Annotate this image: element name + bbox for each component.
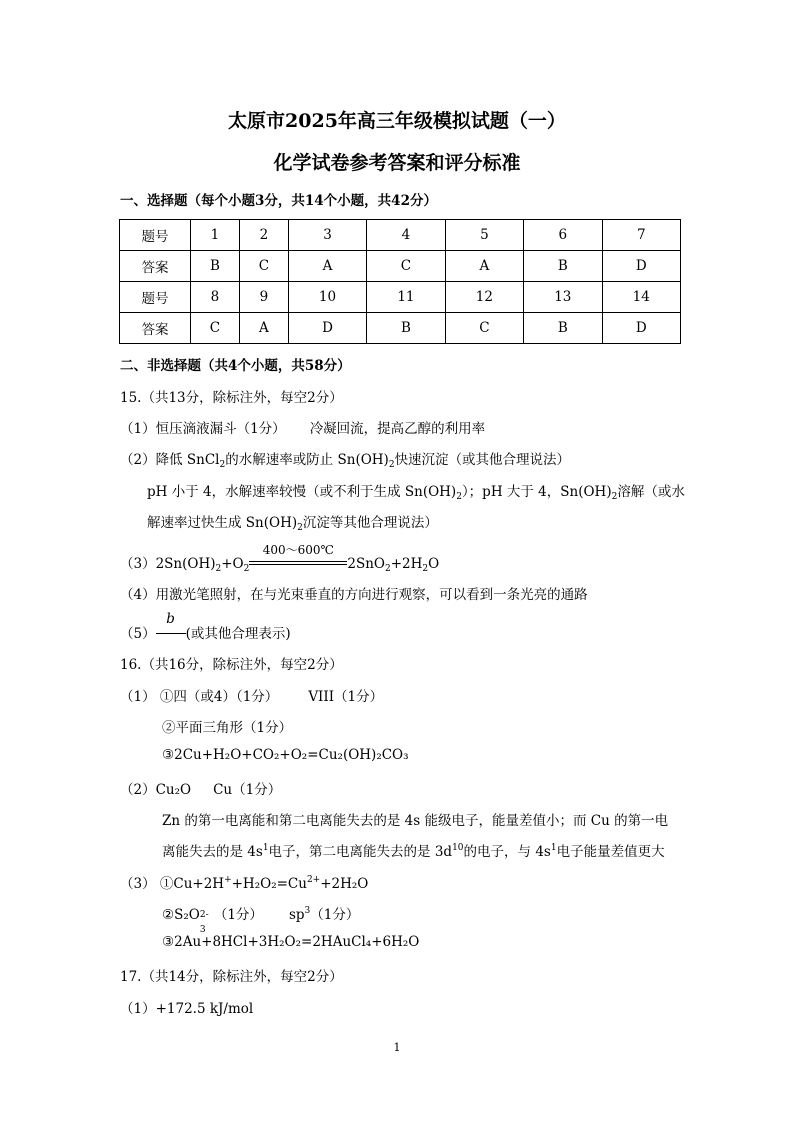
q15-answer-4: （4）用激光笔照射，在与光束垂直的方向进行观察，可以看到一条光亮的通路: [120, 587, 588, 603]
reaction-arrow: [249, 561, 347, 565]
exam-subtitle: 化学试卷参考答案和评分标准: [273, 152, 521, 174]
q17-answer-1: （1）+172.5 kJ/mol: [120, 1001, 254, 1017]
table-row: 题号 8 9 10 11 12 13 14: [120, 282, 681, 313]
q17-header: 17.（共14分，除标注外，每空2分）: [120, 969, 343, 985]
q16-answer-1-1: （1） ①四（或4）（1分） VIII（1分）: [120, 689, 384, 705]
q15-answer-5: （5） b (或其他合理表示): [120, 611, 291, 642]
q16-answer-1-3: ③2Cu+H₂O+CO₂+O₂=Cu₂(OH)₂CO₃: [162, 747, 409, 763]
q15-answer-2-line2: pH 小于 4，水解速率较慢（或不利于生成 $Sn(OH)_2$）；pH 大于 4，$Sn(OH)_2$溶解（或水: [147, 484, 685, 502]
table-row: 题号 1 2 3 4 5 6 7: [120, 220, 681, 251]
q15-answer-2-line1: （2）降低 SnCl$_2$的水解速率或防止 $Sn(OH)_2$快速沉淀（或其他合理说法）: [120, 452, 571, 470]
q15-answer-2-line3: 解速率过快生成 $Sn(OH)_2$沉淀等其他合理说法）: [147, 515, 438, 533]
reaction-condition: 400～600℃: [249, 556, 347, 572]
section-non-choice: 二、非选择题（共4个小题，共58分）: [120, 358, 351, 374]
q16-answer-3-3: ③2Au+8HCl+3H₂O₂=2HAuCl₄+6H₂O: [162, 934, 420, 950]
fraction: b: [156, 626, 186, 642]
answer-table: [119, 219, 681, 344]
exam-title: 太原市2025年高三年级模拟试题（一）: [228, 110, 566, 132]
q15-header: 15.（共13分，除标注外，每空2分）: [120, 390, 343, 406]
table-row: 答案 C A D B C B D: [120, 313, 681, 344]
q16-answer-2-line2: 离能失去的是 $4s^1$电子，第二电离能失去的是 $3d^{10}$的电子，与 $4s^1$电子能量差值更大: [162, 843, 665, 860]
q16-answer-2-line1: Zn 的第一电离能和第二电离能失去的是 4s 能级电子，能量差值小；而 Cu 的第一电: [162, 813, 669, 829]
table-row: 答案 B C A C A B D: [120, 251, 681, 282]
q15-answer-3-equation: $(3)2Sn(OH)_2+O_2$ 400～600℃ $2SnO_2+2H_2O$: [120, 543, 440, 574]
q16-answer-2: （2）Cu₂O Cu（1分）: [120, 782, 282, 798]
q16-answer-1-2: ②平面三角形（1分）: [162, 720, 293, 736]
page-number: 1: [393, 1041, 401, 1054]
q16-answer-3-1: （3） $①Cu+2H^++H_2O_2=Cu^{2+}+2H_2O$: [120, 875, 369, 892]
section-multiple-choice: 一、选择题（每个小题3分，共14个小题，共42分）: [120, 193, 437, 209]
q16-header: 16.（共16分，除标注外，每空2分）: [120, 657, 343, 673]
q16-answer-3-2: ②S₂O 2- 3 （1分） $sp^3(1$分）: [162, 906, 360, 935]
q15-answer-1: （1）恒压滴液漏斗（1分） 冷凝回流，提高乙醇的利用率: [120, 421, 486, 437]
